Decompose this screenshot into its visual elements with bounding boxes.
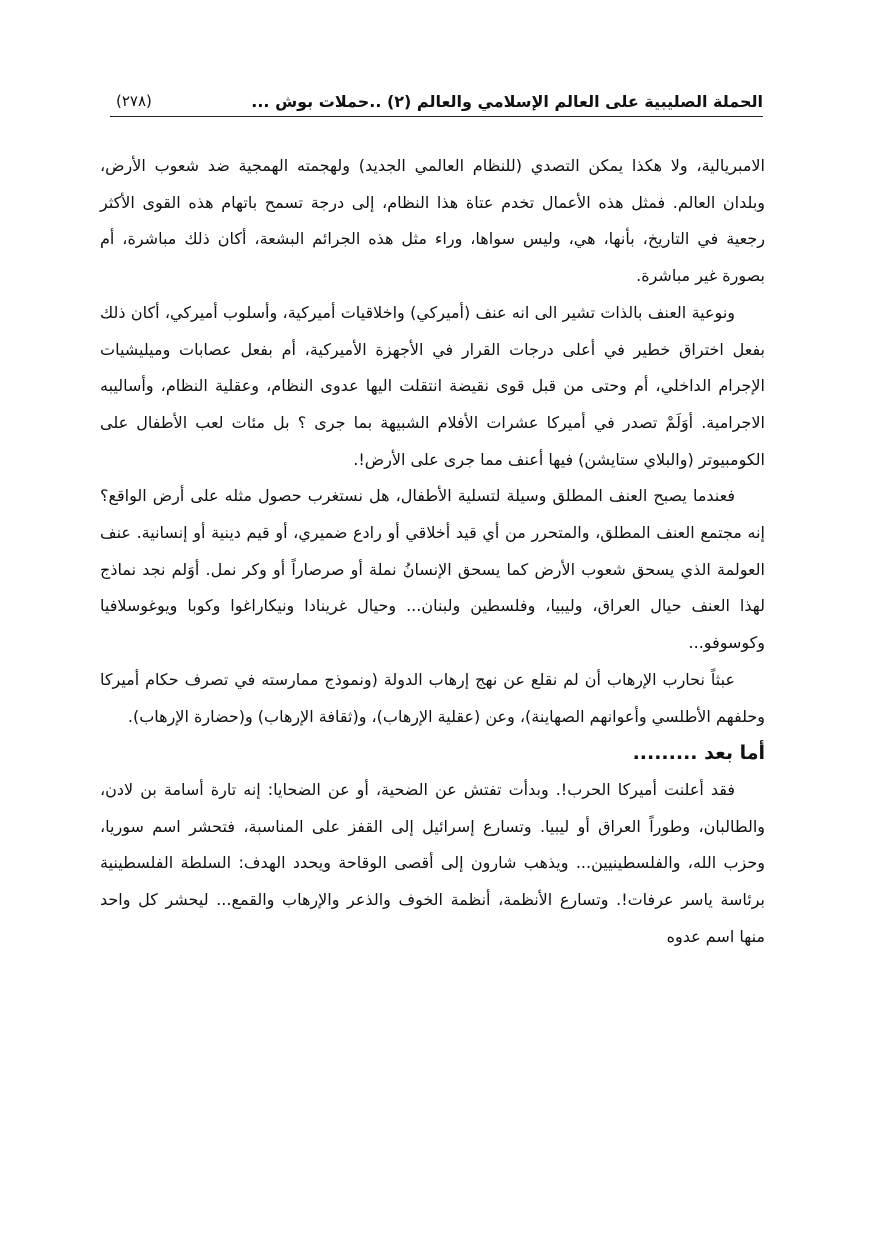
header-title: الحملة الصليبية على العالم الإسلامي والعالم (٢) ..حملات بوش ... xyxy=(251,91,763,111)
paragraph: عبثاً نحارب الإرهاب أن لم نقلع عن نهج إرهاب الدولة (ونموذج ممارسته في تصرف حكام أميركا وحلفهم الأطلسي وأعوانهم الصهاينة)، وعن (عقلية الإرهاب)، و(ثقافة الإرهاب) و(حضارة الإرهاب). xyxy=(100,669,765,726)
paragraph: فقد أعلنت أميركا الحرب!. وبدأت تفتش عن الضحية، أو عن الضحايا: إنه تارة أسامة بن لادن، والطالبان، وطوراً العراق أو ليبيا. وتسارع إسرائيل إلى القفز على المناسبة، فتحشر اسم سوريا، وحزب الله، والفلسطينيين... ويذهب شارون إلى أقصى الوقاحة ويحدد الهدف: السلطة الفلسطينية برئاسة ياسر عرفات!. وتسارع الأنظمة، أنظمة الخوف والذعر والإرهاب والقمع... ليحشر كل واحد منها اسم عدوه xyxy=(100,779,765,946)
page-number: (٢٧٨) xyxy=(116,92,152,110)
paragraph: ونوعية العنف بالذات تشير الى انه عنف (أميركي) واخلاقيات أميركية، وأسلوب أميركي، أكان ذلك بفعل اختراق خطير في أعلى درجات القرار في الأجهزة الأميركية، أم بفعل عصابات وميليشيات الإجرام الداخلي، أم وحتى من قبل قوى نقيضة انتقلت اليها عدوى النظام، وعقلية النظام، وأساليبه الاجرامية. أوَلَمْ تصدر في أميركا عشرات الأفلام الشبيهة بما جرى ؟ بل مئات لعب الأطفال على الكومبيوتر (والبلاي ستايشن) فيها أعنف مما جرى على الأرض!. xyxy=(100,302,765,469)
body-text xyxy=(100,148,765,955)
paragraph: فعندما يصبح العنف المطلق وسيلة لتسلية الأطفال، هل نستغرب حصول مثله على أرض الواقع؟ إنه مجتمع العنف المطلق، والمتحرر من أي قيد أخلاقي أو رادع ضميري، أو قيم دينية أو إنسانية. عنف العولمة الذي يسحق شعوب الأرض كما يسحق الإنسانُ نملة أو صرصاراً أو وكر نمل. أوَلم نجد نماذج لهذا العنف حيال العراق، وليبيا، وفلسطين ولبنان... وحيال غرينادا ونيكاراغوا وكوبا ويوغوسلافيا وكوسوفو... xyxy=(100,486,765,653)
section-heading: أما بعد ......... xyxy=(632,742,765,765)
running-header xyxy=(110,86,763,117)
paragraph: الامبريالية، ولا هكذا يمكن التصدي (للنظام العالمي الجديد) ولهجمته الهمجية ضد شعوب الأرض، وبلدان العالم. فمثل هذه الأعمال تخدم عتاة هذا النظام، إلى درجة تسمح باتهام هذه القوى الأكثر رجعية في التاريخ، بأنها، هي، وليس سواها، وراء مثل هذه الجرائم البشعة، أكان ذلك مباشرة، أم بصورة غير مباشرة. xyxy=(100,156,765,286)
